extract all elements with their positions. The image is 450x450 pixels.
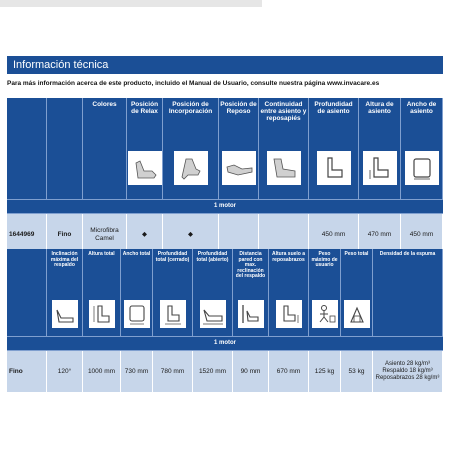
- t1-header-label: Continuidad entre asiento y reposapiés: [260, 101, 307, 123]
- spec-table-2: [7, 249, 443, 393]
- t1-header-label: Posición de Incorporación: [168, 101, 213, 116]
- t2-header-label: Peso máximo de usuario: [311, 251, 338, 268]
- t1-header-label: Profundidad de asiento: [314, 101, 353, 116]
- t2-header-distancia: [233, 249, 269, 337]
- t2-header-peso-max: [309, 249, 341, 337]
- t2-header-label: Peso total: [344, 251, 369, 257]
- t2-header-label: Altura suelo a reposabrazos: [271, 251, 306, 263]
- t2-cell-altura-total: 1000 mm: [83, 351, 121, 393]
- t1-header-relax: [127, 98, 163, 200]
- t1-header-profundidad: [309, 98, 359, 200]
- lift-chair-icon: [174, 151, 208, 185]
- spec-table-1: [7, 98, 443, 256]
- t1-header-blank-2: [47, 98, 83, 200]
- t2-header-inclinacion: [47, 249, 83, 337]
- t1-cell-model: Fino: [47, 214, 83, 256]
- top-strip: [0, 0, 262, 7]
- t1-header-reposo: [219, 98, 259, 200]
- t2-cell-ancho-total: 730 mm: [121, 351, 153, 393]
- t2-header-label: Altura total: [88, 251, 115, 257]
- seat-height-icon: [363, 151, 397, 185]
- t2-header-densidad: [373, 249, 443, 337]
- subtitle: Para más información acerca de este producto, incluido el Manual de Usuario, consulte nuestra página www.invacare.es: [7, 80, 380, 87]
- t1-motor-row: 1 motor: [7, 200, 443, 214]
- t1-cell-color: Microfibra Camel: [83, 214, 127, 256]
- t1-header-altura: [359, 98, 401, 200]
- t1-header-ancho: [401, 98, 443, 200]
- total-width-icon: [124, 300, 150, 328]
- t1-header-label: Altura de asiento: [365, 101, 394, 116]
- max-user-weight-icon: [312, 300, 338, 328]
- t1-header-continuidad: [259, 98, 309, 200]
- t2-cell-peso-max: 125 kg: [309, 351, 341, 393]
- t1-cell-altura: 470 mm: [359, 214, 401, 256]
- t2-cell-distancia: 90 mm: [233, 351, 269, 393]
- seat-depth-icon: [317, 151, 351, 185]
- t2-header-altura-reposabrazos: [269, 249, 309, 337]
- seat-width-icon: [405, 151, 439, 185]
- t2-cell-prof-cerrado: 780 mm: [153, 351, 193, 393]
- wall-distance-icon: [238, 300, 264, 328]
- t1-header-incorporacion: [163, 98, 219, 200]
- t2-cell-peso-total: 53 kg: [341, 351, 373, 393]
- t2-header-prof-cerrado: [153, 249, 193, 337]
- t1-header-colores: [83, 98, 127, 200]
- t2-cell-model: Fino: [7, 351, 47, 393]
- t2-cell-altura-reposabrazos: 670 mm: [269, 351, 309, 393]
- t1-header-label: Ancho de asiento: [406, 101, 437, 116]
- total-height-icon: [89, 300, 115, 328]
- t2-header-label: Profundidad total (cerrado): [155, 251, 190, 263]
- t1-header-label: Posición de Reposo: [220, 101, 257, 116]
- t1-header-blank-1: [7, 98, 47, 200]
- depth-closed-icon: [160, 300, 186, 328]
- t2-header-altura-total: [83, 249, 121, 337]
- continuity-chair-icon: [267, 151, 301, 185]
- armrest-height-icon: [276, 300, 302, 328]
- t2-header-ancho-total: [121, 249, 153, 337]
- t1-header-label: Posición de Relax: [130, 101, 159, 116]
- t2-cell-inclinacion: 120°: [47, 351, 83, 393]
- t2-header-label: Ancho total: [122, 251, 151, 257]
- t1-cell-incorporacion: ◆: [163, 214, 219, 256]
- t2-header-label: Profundidad total (abierto): [196, 251, 229, 263]
- t1-cell-ref: 1644969: [7, 214, 47, 256]
- t2-header-label: Distancia pared con max. reclinación del respaldo: [235, 251, 266, 279]
- t1-cell-ancho: 450 mm: [401, 214, 443, 256]
- section-title: Información técnica: [7, 56, 443, 74]
- t2-header-peso-total: [341, 249, 373, 337]
- t2-cell-prof-abierto: 1520 mm: [193, 351, 233, 393]
- t1-cell-profundidad: 450 mm: [309, 214, 359, 256]
- t2-header-prof-abierto: [193, 249, 233, 337]
- backrest-tilt-icon: [52, 300, 78, 328]
- t2-cell-densidad: Asiento 28 kg/m³ Respaldo 18 kg/m³ Reposabrazos 28 kg/m³: [373, 351, 443, 393]
- depth-open-icon: [200, 300, 226, 328]
- t2-header-blank: [7, 249, 47, 337]
- relax-chair-icon: [128, 151, 162, 185]
- rest-chair-icon: [222, 151, 256, 185]
- t2-motor-row: 1 motor: [7, 337, 443, 351]
- t1-cell-relax: ◆: [127, 214, 163, 256]
- t2-header-label: Densidad de la espuma: [379, 251, 436, 257]
- t1-header-label: Colores: [92, 101, 117, 108]
- total-weight-icon: [344, 300, 370, 328]
- t2-header-label: Inclinación máxima del respaldo: [50, 251, 79, 268]
